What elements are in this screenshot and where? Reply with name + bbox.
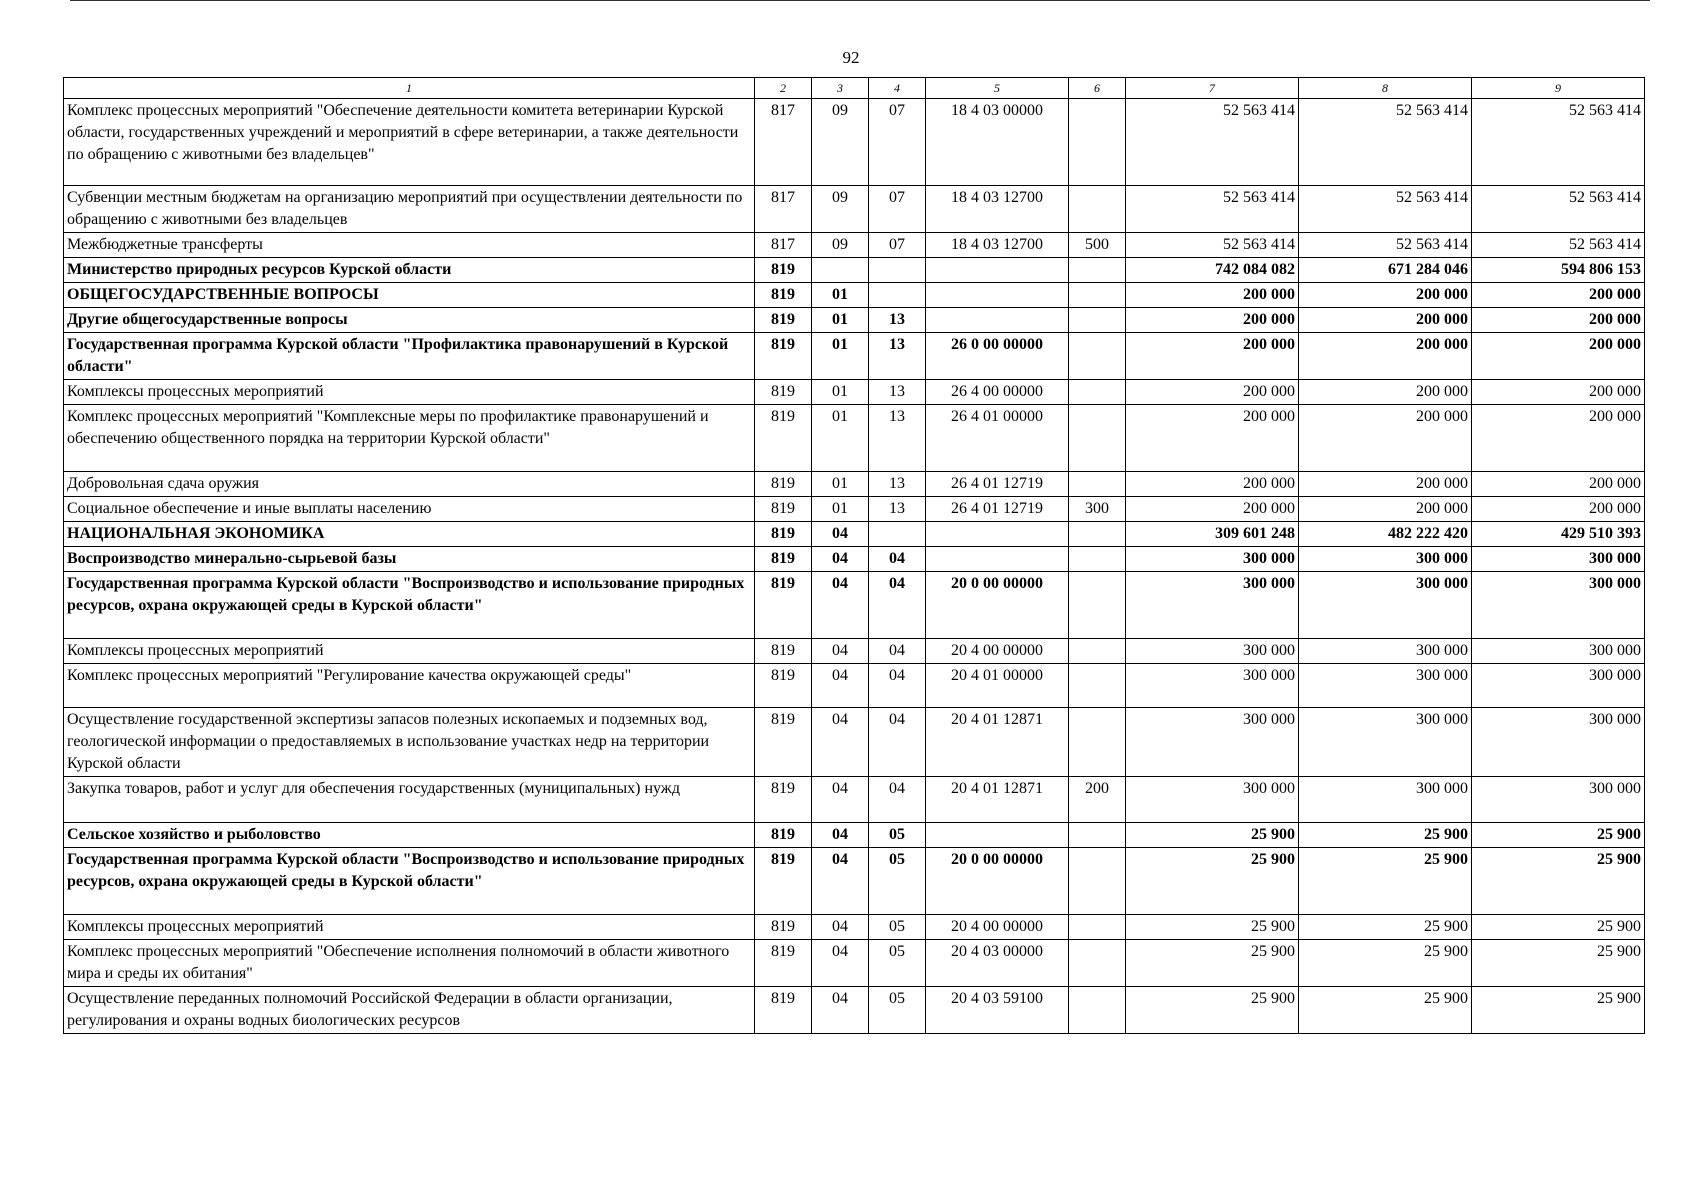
target-article-cell: 18 4 03 12700 xyxy=(926,186,1069,233)
subsection-code-cell: 07 xyxy=(869,186,926,233)
amount-year1-cell: 200 000 xyxy=(1126,497,1299,522)
expense-type-cell xyxy=(1069,99,1126,186)
target-article-cell xyxy=(926,283,1069,308)
ministry-code-cell: 817 xyxy=(755,233,812,258)
expense-type-cell: 300 xyxy=(1069,497,1126,522)
expense-type-cell xyxy=(1069,258,1126,283)
table-row xyxy=(64,777,1645,823)
table-row xyxy=(64,987,1645,1034)
item-name-cell: Комплекс процессных мероприятий "Обеспечение деятельности комитета ветеринарии Курской области, государственных учреждений и мероприятий в сфере ветеринарии, а также деятельности по обращению с животными без владельцев" xyxy=(64,99,755,186)
amount-year2-cell: 52 563 414 xyxy=(1299,186,1472,233)
amount-year1-cell: 52 563 414 xyxy=(1126,233,1299,258)
table-row xyxy=(64,308,1645,333)
target-article-cell: 26 0 00 00000 xyxy=(926,333,1069,380)
item-name-cell: Субвенции местным бюджетам на организацию мероприятий при осуществлении деятельности по обращению с животными без владельцев xyxy=(64,186,755,233)
expense-type-cell: 500 xyxy=(1069,233,1126,258)
ministry-code-cell: 819 xyxy=(755,848,812,915)
amount-year3-cell: 594 806 153 xyxy=(1472,258,1645,283)
item-name-cell: Государственная программа Курской области "Воспроизводство и использование природных ресурсов, охрана окружающей среды в Курской области" xyxy=(64,572,755,639)
ministry-code-cell: 817 xyxy=(755,99,812,186)
item-name-cell: Социальное обеспечение и иные выплаты населению xyxy=(64,497,755,522)
item-name-cell: Добровольная сдача оружия xyxy=(64,472,755,497)
amount-year2-cell: 200 000 xyxy=(1299,497,1472,522)
section-code-cell: 04 xyxy=(812,777,869,823)
expense-type-cell xyxy=(1069,572,1126,639)
target-article-cell xyxy=(926,522,1069,547)
section-code-cell: 01 xyxy=(812,405,869,472)
amount-year1-cell: 200 000 xyxy=(1126,333,1299,380)
ministry-code-cell: 817 xyxy=(755,186,812,233)
table-row xyxy=(64,472,1645,497)
ministry-code-cell: 819 xyxy=(755,497,812,522)
amount-year1-cell: 300 000 xyxy=(1126,572,1299,639)
expense-type-cell xyxy=(1069,708,1126,777)
item-name-cell: Комплекс процессных мероприятий "Обеспечение исполнения полномочий в области животного мира и среды их обитания" xyxy=(64,940,755,987)
expense-type-cell xyxy=(1069,186,1126,233)
expense-type-cell xyxy=(1069,547,1126,572)
ministry-code-cell: 819 xyxy=(755,547,812,572)
header-cell-4: 4 xyxy=(869,78,926,99)
table-row xyxy=(64,333,1645,380)
section-code-cell: 01 xyxy=(812,380,869,405)
amount-year2-cell: 200 000 xyxy=(1299,405,1472,472)
table-row xyxy=(64,233,1645,258)
amount-year2-cell: 25 900 xyxy=(1299,823,1472,848)
header-cell-8: 8 xyxy=(1299,78,1472,99)
ministry-code-cell: 819 xyxy=(755,333,812,380)
subsection-code-cell: 04 xyxy=(869,664,926,708)
expense-type-cell xyxy=(1069,283,1126,308)
table-row xyxy=(64,547,1645,572)
amount-year3-cell: 300 000 xyxy=(1472,777,1645,823)
ministry-code-cell: 819 xyxy=(755,664,812,708)
amount-year2-cell: 52 563 414 xyxy=(1299,99,1472,186)
item-name-cell: Межбюджетные трансферты xyxy=(64,233,755,258)
table-row xyxy=(64,405,1645,472)
table-row xyxy=(64,258,1645,283)
subsection-code-cell: 04 xyxy=(869,547,926,572)
amount-year1-cell: 200 000 xyxy=(1126,308,1299,333)
amount-year1-cell: 309 601 248 xyxy=(1126,522,1299,547)
section-code-cell: 04 xyxy=(812,572,869,639)
item-name-cell: Осуществление государственной экспертизы запасов полезных ископаемых и подземных вод, геологической информации о предоставляемых в использование участках недр на территории Курской области xyxy=(64,708,755,777)
section-code-cell: 04 xyxy=(812,547,869,572)
amount-year1-cell: 742 084 082 xyxy=(1126,258,1299,283)
section-code-cell: 04 xyxy=(812,639,869,664)
section-code-cell: 04 xyxy=(812,664,869,708)
amount-year2-cell: 200 000 xyxy=(1299,333,1472,380)
ministry-code-cell: 819 xyxy=(755,915,812,940)
amount-year1-cell: 200 000 xyxy=(1126,405,1299,472)
expense-type-cell xyxy=(1069,664,1126,708)
section-code-cell: 09 xyxy=(812,186,869,233)
amount-year3-cell: 200 000 xyxy=(1472,380,1645,405)
expense-type-cell xyxy=(1069,522,1126,547)
expense-type-cell xyxy=(1069,639,1126,664)
amount-year1-cell: 25 900 xyxy=(1126,848,1299,915)
section-code-cell: 01 xyxy=(812,497,869,522)
ministry-code-cell: 819 xyxy=(755,405,812,472)
expense-type-cell xyxy=(1069,987,1126,1034)
amount-year1-cell: 300 000 xyxy=(1126,777,1299,823)
target-article-cell: 20 0 00 00000 xyxy=(926,848,1069,915)
amount-year2-cell: 25 900 xyxy=(1299,915,1472,940)
amount-year1-cell: 300 000 xyxy=(1126,639,1299,664)
table-row xyxy=(64,186,1645,233)
item-name-cell: Комплекс процессных мероприятий "Регулирование качества окружающей среды" xyxy=(64,664,755,708)
expense-type-cell xyxy=(1069,940,1126,987)
section-code-cell: 04 xyxy=(812,522,869,547)
target-article-cell: 20 4 01 12871 xyxy=(926,708,1069,777)
amount-year3-cell: 200 000 xyxy=(1472,497,1645,522)
target-article-cell: 20 4 01 00000 xyxy=(926,664,1069,708)
expense-type-cell xyxy=(1069,915,1126,940)
subsection-code-cell xyxy=(869,283,926,308)
target-article-cell: 26 4 00 00000 xyxy=(926,380,1069,405)
target-article-cell xyxy=(926,308,1069,333)
target-article-cell: 26 4 01 12719 xyxy=(926,497,1069,522)
amount-year1-cell: 300 000 xyxy=(1126,664,1299,708)
section-code-cell: 01 xyxy=(812,472,869,497)
amount-year2-cell: 300 000 xyxy=(1299,547,1472,572)
amount-year2-cell: 300 000 xyxy=(1299,572,1472,639)
expense-type-cell xyxy=(1069,405,1126,472)
amount-year2-cell: 52 563 414 xyxy=(1299,233,1472,258)
table-row xyxy=(64,572,1645,639)
expense-type-cell xyxy=(1069,848,1126,915)
top-scan-edge xyxy=(70,0,1650,1)
section-code-cell: 01 xyxy=(812,333,869,380)
ministry-code-cell: 819 xyxy=(755,283,812,308)
subsection-code-cell: 07 xyxy=(869,99,926,186)
target-article-cell: 26 4 01 00000 xyxy=(926,405,1069,472)
ministry-code-cell: 819 xyxy=(755,639,812,664)
section-code-cell: 04 xyxy=(812,823,869,848)
amount-year2-cell: 300 000 xyxy=(1299,664,1472,708)
amount-year3-cell: 200 000 xyxy=(1472,283,1645,308)
item-name-cell: Государственная программа Курской области "Профилактика правонарушений в Курской области" xyxy=(64,333,755,380)
item-name-cell: НАЦИОНАЛЬНАЯ ЭКОНОМИКА xyxy=(64,522,755,547)
header-cell-6: 6 xyxy=(1069,78,1126,99)
amount-year3-cell: 300 000 xyxy=(1472,547,1645,572)
subsection-code-cell: 13 xyxy=(869,333,926,380)
header-cell-2: 2 xyxy=(755,78,812,99)
amount-year1-cell: 25 900 xyxy=(1126,987,1299,1034)
amount-year1-cell: 300 000 xyxy=(1126,547,1299,572)
target-article-cell xyxy=(926,823,1069,848)
ministry-code-cell: 819 xyxy=(755,940,812,987)
subsection-code-cell: 05 xyxy=(869,823,926,848)
amount-year3-cell: 300 000 xyxy=(1472,639,1645,664)
amount-year3-cell: 200 000 xyxy=(1472,405,1645,472)
header-cell-9: 9 xyxy=(1472,78,1645,99)
amount-year3-cell: 25 900 xyxy=(1472,915,1645,940)
ministry-code-cell: 819 xyxy=(755,380,812,405)
item-name-cell: Другие общегосударственные вопросы xyxy=(64,308,755,333)
ministry-code-cell: 819 xyxy=(755,777,812,823)
target-article-cell: 18 4 03 00000 xyxy=(926,99,1069,186)
subsection-code-cell: 05 xyxy=(869,940,926,987)
item-name-cell: Государственная программа Курской области "Воспроизводство и использование природных ресурсов, охрана окружающей среды в Курской области" xyxy=(64,848,755,915)
header-cell-1: 1 xyxy=(64,78,755,99)
target-article-cell: 20 4 00 00000 xyxy=(926,915,1069,940)
subsection-code-cell: 05 xyxy=(869,848,926,915)
amount-year3-cell: 300 000 xyxy=(1472,708,1645,777)
ministry-code-cell: 819 xyxy=(755,522,812,547)
amount-year3-cell: 25 900 xyxy=(1472,823,1645,848)
column-number-header xyxy=(64,78,1645,99)
amount-year2-cell: 300 000 xyxy=(1299,708,1472,777)
subsection-code-cell: 05 xyxy=(869,915,926,940)
subsection-code-cell: 04 xyxy=(869,708,926,777)
amount-year2-cell: 25 900 xyxy=(1299,987,1472,1034)
amount-year3-cell: 200 000 xyxy=(1472,308,1645,333)
table-row xyxy=(64,848,1645,915)
ministry-code-cell: 819 xyxy=(755,472,812,497)
subsection-code-cell: 13 xyxy=(869,497,926,522)
table-row xyxy=(64,639,1645,664)
amount-year2-cell: 200 000 xyxy=(1299,472,1472,497)
target-article-cell: 20 4 01 12871 xyxy=(926,777,1069,823)
section-code-cell: 01 xyxy=(812,283,869,308)
table-row xyxy=(64,380,1645,405)
subsection-code-cell: 13 xyxy=(869,472,926,497)
subsection-code-cell xyxy=(869,258,926,283)
section-code-cell: 04 xyxy=(812,708,869,777)
item-name-cell: Комплексы процессных мероприятий xyxy=(64,915,755,940)
table-row xyxy=(64,664,1645,708)
header-cell-3: 3 xyxy=(812,78,869,99)
amount-year3-cell: 200 000 xyxy=(1472,472,1645,497)
ministry-code-cell: 819 xyxy=(755,823,812,848)
amount-year2-cell: 200 000 xyxy=(1299,308,1472,333)
item-name-cell: Воспроизводство минерально-сырьевой базы xyxy=(64,547,755,572)
table-row xyxy=(64,940,1645,987)
item-name-cell: Министерство природных ресурсов Курской области xyxy=(64,258,755,283)
amount-year2-cell: 200 000 xyxy=(1299,380,1472,405)
subsection-code-cell: 13 xyxy=(869,380,926,405)
subsection-code-cell: 05 xyxy=(869,987,926,1034)
target-article-cell: 20 4 00 00000 xyxy=(926,639,1069,664)
amount-year3-cell: 52 563 414 xyxy=(1472,233,1645,258)
expense-type-cell xyxy=(1069,472,1126,497)
expense-type-cell xyxy=(1069,308,1126,333)
item-name-cell: Комплексы процессных мероприятий xyxy=(64,380,755,405)
ministry-code-cell: 819 xyxy=(755,308,812,333)
item-name-cell: Закупка товаров, работ и услуг для обеспечения государственных (муниципальных) нужд xyxy=(64,777,755,823)
amount-year2-cell: 200 000 xyxy=(1299,283,1472,308)
target-article-cell xyxy=(926,258,1069,283)
expense-type-cell: 200 xyxy=(1069,777,1126,823)
amount-year2-cell: 25 900 xyxy=(1299,848,1472,915)
amount-year1-cell: 52 563 414 xyxy=(1126,99,1299,186)
amount-year3-cell: 25 900 xyxy=(1472,848,1645,915)
table-row xyxy=(64,708,1645,777)
table-row xyxy=(64,497,1645,522)
amount-year3-cell: 25 900 xyxy=(1472,987,1645,1034)
section-code-cell: 01 xyxy=(812,308,869,333)
target-article-cell: 18 4 03 12700 xyxy=(926,233,1069,258)
expense-type-cell xyxy=(1069,380,1126,405)
table-row xyxy=(64,915,1645,940)
amount-year1-cell: 25 900 xyxy=(1126,823,1299,848)
subsection-code-cell: 07 xyxy=(869,233,926,258)
item-name-cell: ОБЩЕГОСУДАРСТВЕННЫЕ ВОПРОСЫ xyxy=(64,283,755,308)
amount-year2-cell: 300 000 xyxy=(1299,777,1472,823)
page-number: 92 xyxy=(842,48,860,67)
amount-year1-cell: 300 000 xyxy=(1126,708,1299,777)
amount-year2-cell: 671 284 046 xyxy=(1299,258,1472,283)
item-name-cell: Комплексы процессных мероприятий xyxy=(64,639,755,664)
amount-year1-cell: 25 900 xyxy=(1126,915,1299,940)
item-name-cell: Осуществление переданных полномочий Российской Федерации в области организации, регулирования и охраны водных биологических ресурсов xyxy=(64,987,755,1034)
target-article-cell: 20 0 00 00000 xyxy=(926,572,1069,639)
section-code-cell: 04 xyxy=(812,940,869,987)
header-cell-7: 7 xyxy=(1126,78,1299,99)
subsection-code-cell: 04 xyxy=(869,572,926,639)
section-code-cell: 04 xyxy=(812,987,869,1034)
subsection-code-cell xyxy=(869,522,926,547)
amount-year2-cell: 25 900 xyxy=(1299,940,1472,987)
amount-year1-cell: 200 000 xyxy=(1126,380,1299,405)
amount-year3-cell: 200 000 xyxy=(1472,333,1645,380)
table-row xyxy=(64,522,1645,547)
subsection-code-cell: 13 xyxy=(869,308,926,333)
item-name-cell: Комплекс процессных мероприятий "Комплексные меры по профилактике правонарушений и обеспечению общественного порядка на территории Курской области" xyxy=(64,405,755,472)
section-code-cell: 09 xyxy=(812,233,869,258)
section-code-cell: 04 xyxy=(812,848,869,915)
expense-type-cell xyxy=(1069,333,1126,380)
target-article-cell: 20 4 03 00000 xyxy=(926,940,1069,987)
amount-year3-cell: 25 900 xyxy=(1472,940,1645,987)
amount-year3-cell: 300 000 xyxy=(1472,572,1645,639)
target-article-cell: 26 4 01 12719 xyxy=(926,472,1069,497)
table-row xyxy=(64,823,1645,848)
target-article-cell: 20 4 03 59100 xyxy=(926,987,1069,1034)
subsection-code-cell: 13 xyxy=(869,405,926,472)
ministry-code-cell: 819 xyxy=(755,987,812,1034)
amount-year1-cell: 200 000 xyxy=(1126,283,1299,308)
item-name-cell: Сельское хозяйство и рыболовство xyxy=(64,823,755,848)
amount-year3-cell: 300 000 xyxy=(1472,664,1645,708)
amount-year3-cell: 52 563 414 xyxy=(1472,99,1645,186)
ministry-code-cell: 819 xyxy=(755,258,812,283)
header-cell-5: 5 xyxy=(926,78,1069,99)
section-code-cell xyxy=(812,258,869,283)
subsection-code-cell: 04 xyxy=(869,639,926,664)
ministry-code-cell: 819 xyxy=(755,708,812,777)
subsection-code-cell: 04 xyxy=(869,777,926,823)
ministry-code-cell: 819 xyxy=(755,572,812,639)
amount-year3-cell: 429 510 393 xyxy=(1472,522,1645,547)
amount-year1-cell: 52 563 414 xyxy=(1126,186,1299,233)
amount-year2-cell: 482 222 420 xyxy=(1299,522,1472,547)
section-code-cell: 04 xyxy=(812,915,869,940)
amount-year3-cell: 52 563 414 xyxy=(1472,186,1645,233)
target-article-cell xyxy=(926,547,1069,572)
budget-table xyxy=(63,77,1645,1034)
expense-type-cell xyxy=(1069,823,1126,848)
amount-year2-cell: 300 000 xyxy=(1299,639,1472,664)
amount-year1-cell: 200 000 xyxy=(1126,472,1299,497)
table-row xyxy=(64,283,1645,308)
amount-year1-cell: 25 900 xyxy=(1126,940,1299,987)
section-code-cell: 09 xyxy=(812,99,869,186)
table-row xyxy=(64,99,1645,186)
